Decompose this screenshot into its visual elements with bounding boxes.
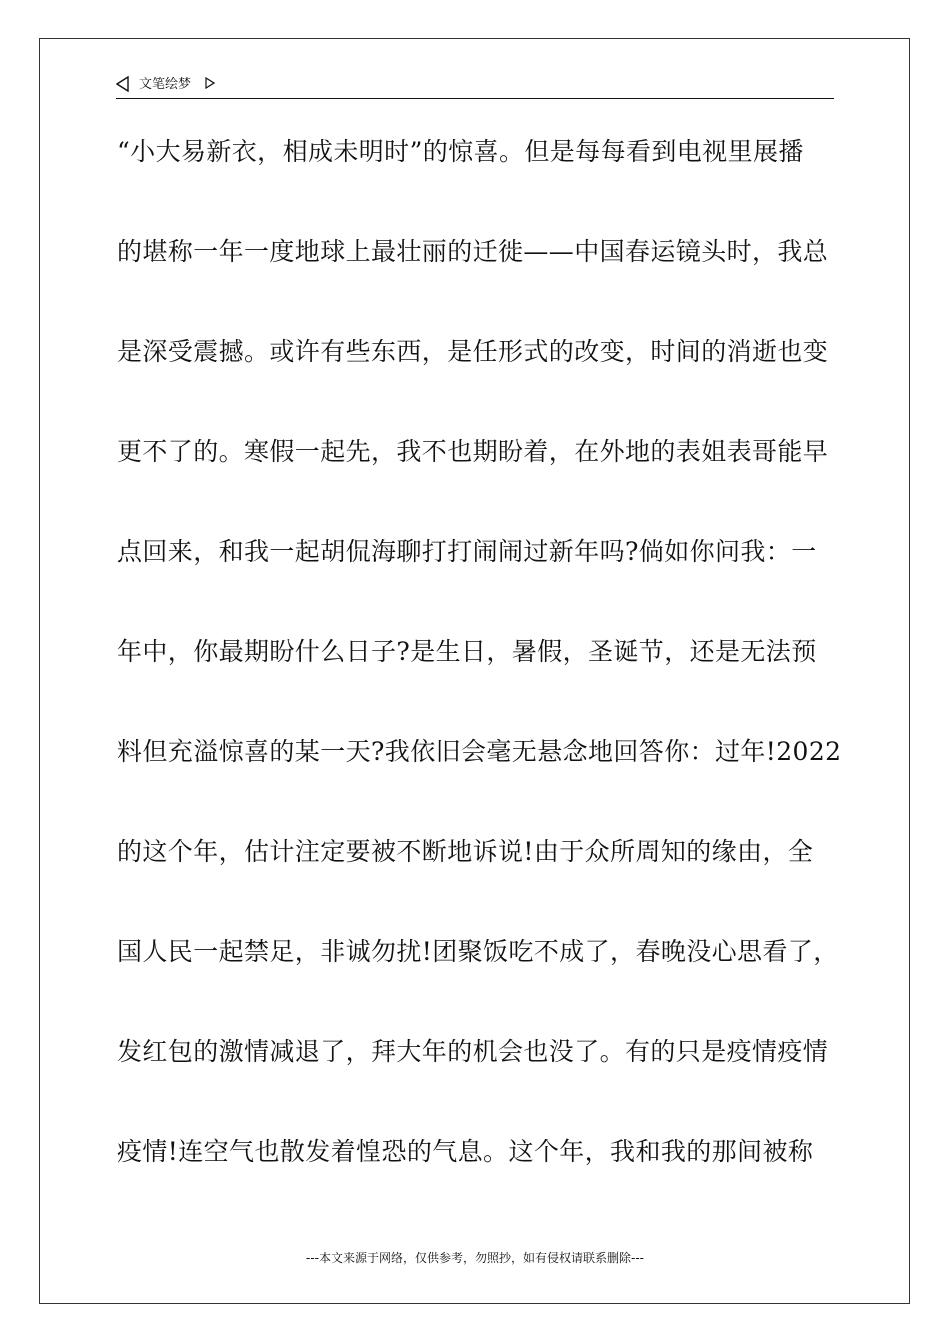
text-line: 的堪称一年一度地球上最壮丽的迁徙——中国春运镜头时，我总 [117,237,829,266]
text-line: 国人民一起禁足，非诚勿扰!团聚饭吃不成了，春晚没心思看了， [117,937,839,966]
text-line: 是深受震撼。或许有些东西，是任形式的改变，时间的消逝也变 [117,337,829,366]
text-line: 发红包的激情减退了，拜大年的机会也没了。有的只是疫情疫情 [117,1037,829,1066]
footer-notice: ---本文来源于网络，仅供参考，勿照抄，如有侵权请联系删除--- [306,1251,644,1265]
header-title: 文笔绘梦 [139,77,192,92]
text-line: 年中，你最期盼什么日子?是生日，暑假，圣诞节，还是无法预 [117,637,817,666]
left-triangle-icon [116,76,130,92]
text-line: 料但充溢惊喜的某一天?我依旧会毫无悬念地回答你：过年!2022 [117,737,842,766]
text-line: 点回来，和我一起胡侃海聊打打闹闹过新年吗?倘如你问我：一 [117,537,817,566]
text-line: 的这个年，估计注定要被不断地诉说!由于众所周知的缘由，全 [117,837,814,866]
article-body [117,130,857,1230]
text-line: “小大易新衣，相成未明时”的惊喜。但是每每看到电视里展播 [117,137,804,166]
text-line: 疫情!连空气也散发着惶恐的气息。这个年，我和我的那间被称 [117,1137,814,1166]
right-triangle-icon [205,77,215,89]
page-header [116,74,834,99]
text-line: 更不了的。寒假一起先，我不也期盼着，在外地的表姐表哥能早 [117,437,829,466]
